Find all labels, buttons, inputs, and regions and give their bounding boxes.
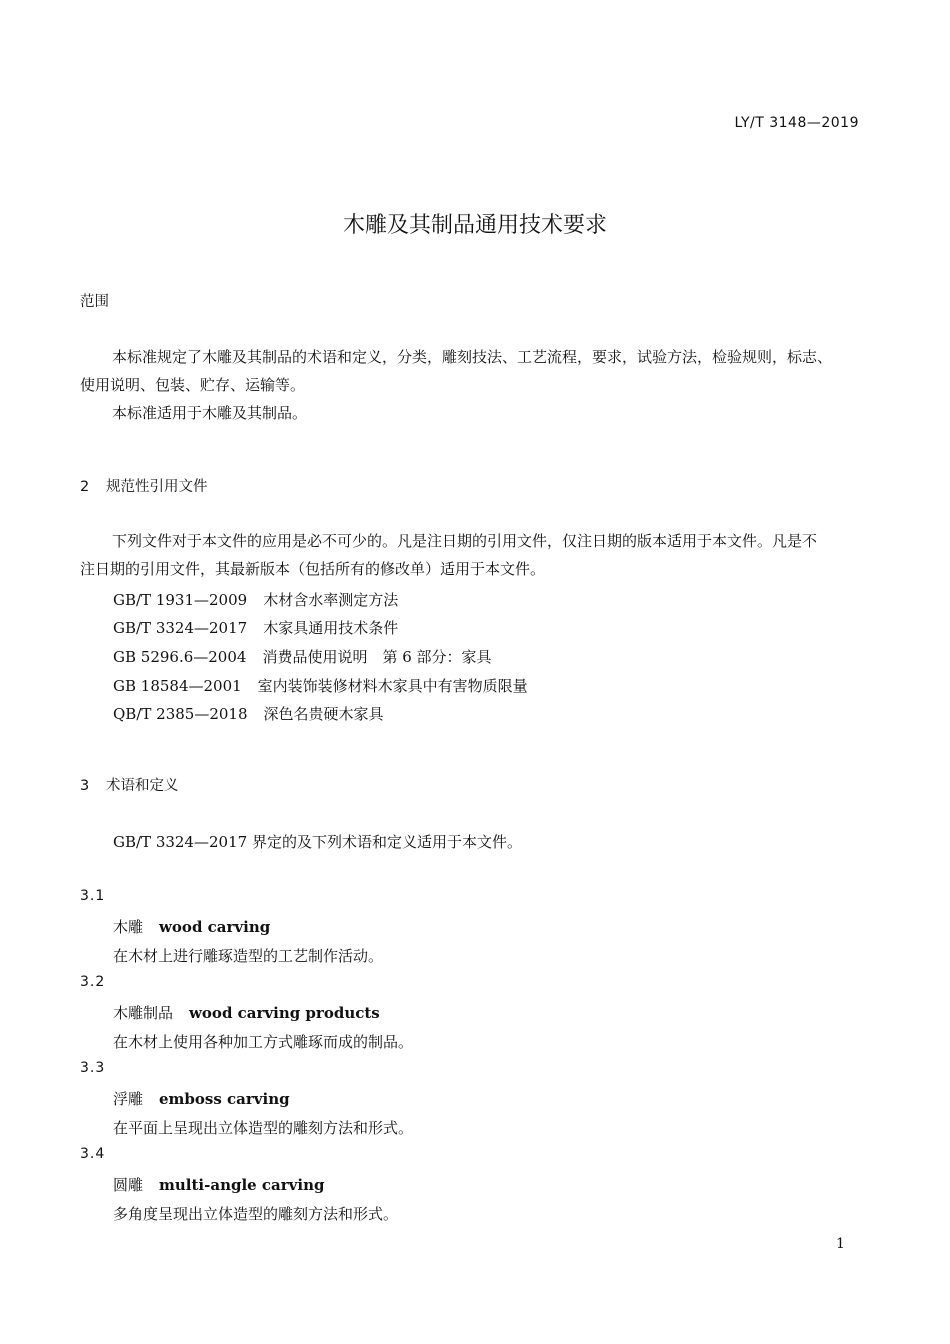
- section-number: 3: [80, 778, 90, 794]
- reference-title: 木家具通用技术条件: [263, 619, 399, 637]
- normative-refs-intro: [80, 527, 910, 583]
- paragraph-line: 本标准适用于木雕及其制品。: [112, 404, 308, 422]
- term-name: [113, 916, 270, 937]
- term-zh: 木雕: [113, 918, 144, 936]
- reference-code: GB/T 1931—2009: [113, 591, 248, 609]
- term-name: [113, 1174, 324, 1195]
- reference-title: 深色名贵硬木家具: [263, 705, 384, 723]
- reference-item: [113, 675, 528, 696]
- term-en: wood carving: [159, 918, 271, 936]
- section-title: 术语和定义: [106, 778, 179, 794]
- section-title: 范围: [80, 294, 109, 310]
- reference-item: [113, 589, 398, 610]
- section-heading-scope: [80, 290, 109, 311]
- section-title: 规范性引用文件: [106, 479, 208, 495]
- section-heading-normative-refs: [80, 475, 208, 496]
- term-definition: 在木材上使用各种加工方式雕琢而成的制品。: [113, 1033, 414, 1051]
- reference-item: [113, 617, 398, 638]
- reference-code: GB 5296.6—2004: [113, 648, 247, 666]
- reference-item: [113, 703, 384, 724]
- term-number: 3.4: [80, 1146, 106, 1162]
- document-title: 木雕及其制品通用技术要求: [342, 213, 607, 238]
- scope-paragraph: [80, 343, 910, 427]
- reference-item: [113, 646, 492, 667]
- term-number: 3.2: [80, 974, 106, 990]
- term-zh: 圆雕: [113, 1176, 144, 1194]
- paragraph-line: 本标准规定了木雕及其制品的术语和定义，分类，雕刻技法、工艺流程，要求，试验方法，检验规则，标志、: [112, 348, 833, 366]
- terms-intro: GB/T 3324—2017 界定的及下列术语和定义适用于本文件。: [113, 833, 522, 851]
- reference-title: 木材含水率测定方法: [263, 591, 399, 609]
- term-en: emboss carving: [159, 1090, 290, 1108]
- term-name: [113, 1002, 380, 1023]
- reference-code: GB 18584—2001: [113, 677, 242, 695]
- term-definition: 多角度呈现出立体造型的雕刻方法和形式。: [113, 1205, 399, 1223]
- reference-code: GB/T 3324—2017: [113, 619, 248, 637]
- term-name: [113, 1088, 290, 1109]
- term-number: 3.1: [80, 888, 106, 904]
- term-definition: 在平面上呈现出立体造型的雕刻方法和形式。: [113, 1119, 414, 1137]
- standard-code: LY/T 3148—2019: [734, 115, 859, 131]
- section-number: 2: [80, 479, 90, 495]
- reference-title: 室内装饰装修材料木家具中有害物质限量: [257, 677, 528, 695]
- section-heading-terms: [80, 774, 179, 795]
- term-en: wood carving products: [189, 1004, 380, 1022]
- term-zh: 浮雕: [113, 1090, 144, 1108]
- paragraph-line: 下列文件对于本文件的应用是必不可少的。凡是注日期的引用文件，仅注日期的版本适用于本文件。凡是不: [112, 532, 818, 550]
- term-number: 3.3: [80, 1060, 106, 1076]
- paragraph-line: 使用说明、包装、贮存、运输等。: [80, 376, 306, 394]
- page-number: 1: [836, 1236, 845, 1252]
- term-definition: 在木材上进行雕琢造型的工艺制作活动。: [113, 947, 384, 965]
- term-zh: 木雕制品: [113, 1004, 174, 1022]
- term-en: multi-angle carving: [159, 1176, 325, 1194]
- reference-code: QB/T 2385—2018: [113, 705, 248, 723]
- paragraph-line: 注日期的引用文件，其最新版本（包括所有的修改单）适用于本文件。: [80, 560, 546, 578]
- reference-title: 消费品使用说明 第 6 部分：家具: [262, 648, 492, 666]
